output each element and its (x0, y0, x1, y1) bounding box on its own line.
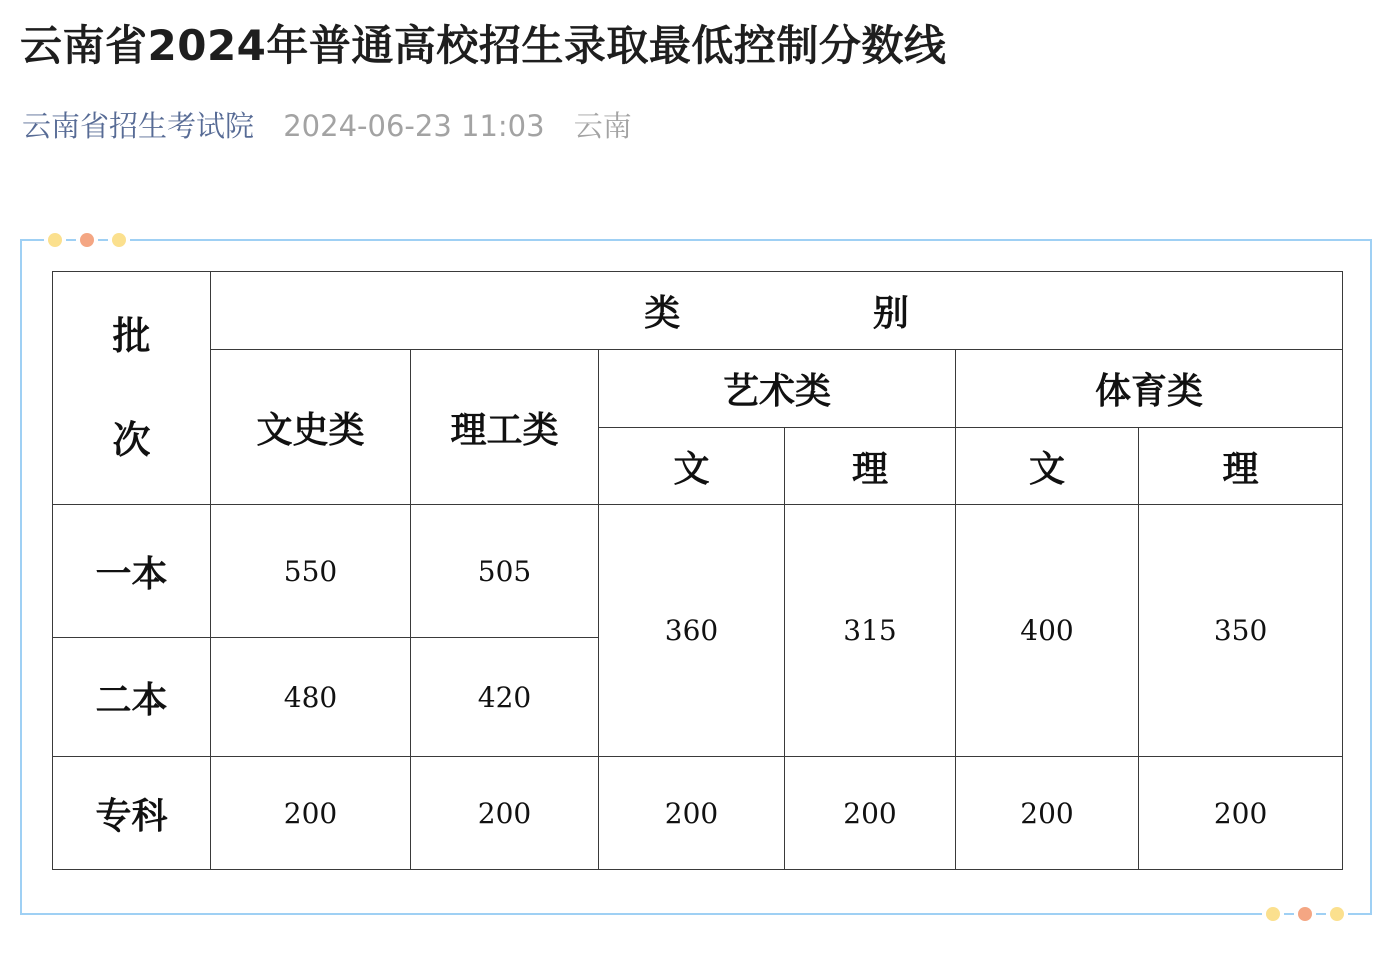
score-cell: 420 (411, 638, 599, 757)
batch-header-char: 次 (112, 418, 151, 462)
ornament-dot (1298, 907, 1312, 921)
header-row-category (53, 272, 1343, 350)
ornament-dash (98, 239, 108, 241)
score-cell: 200 (785, 757, 956, 870)
ornament-dot (80, 233, 94, 247)
score-cell-art-li: 315 (785, 505, 956, 757)
ornament-dash (1316, 913, 1326, 915)
row-label-erben: 二本 (53, 638, 211, 757)
col-header-art: 艺术类 (599, 350, 956, 428)
ornament-dot (1266, 907, 1280, 921)
col-header-sport: 体育类 (956, 350, 1343, 428)
col-header-sport-wen: 文 (956, 428, 1139, 505)
category-header-cell (211, 272, 1343, 350)
row-label-yiben: 一本 (53, 505, 211, 638)
score-cell: 200 (411, 757, 599, 870)
row-label-zhuanke: 专科 (53, 757, 211, 870)
frame-top-ornament (44, 231, 130, 249)
category-header-char: 类 (644, 293, 681, 334)
score-table (52, 271, 1343, 870)
table-row-zhuanke (53, 757, 1343, 870)
score-cell: 550 (211, 505, 411, 638)
score-cell: 200 (599, 757, 785, 870)
col-header-ligong: 理工类 (411, 350, 599, 505)
source-link[interactable]: 云南省招生考试院 (22, 109, 255, 143)
article-meta (22, 106, 632, 146)
ornament-dash (1284, 913, 1294, 915)
ornament-dot (1330, 907, 1344, 921)
score-cell: 200 (211, 757, 411, 870)
col-header-wenshi: 文史类 (211, 350, 411, 505)
batch-header-char: 批 (112, 314, 151, 358)
ornament-dash (66, 239, 76, 241)
ornament-dot (112, 233, 126, 247)
score-cell: 200 (956, 757, 1139, 870)
region-label: 云南 (573, 109, 632, 143)
score-cell: 200 (1139, 757, 1343, 870)
score-cell: 480 (211, 638, 411, 757)
publish-time: 2024-06-23 11:03 (283, 109, 545, 143)
frame-bottom-ornament (1262, 905, 1348, 923)
batch-header-cell (53, 272, 211, 505)
col-header-sport-li: 理 (1139, 428, 1343, 505)
ornament-dot (48, 233, 62, 247)
score-cell-sport-wen: 400 (956, 505, 1139, 757)
score-cell: 505 (411, 505, 599, 638)
table-row-yiben (53, 505, 1343, 638)
score-cell-art-wen: 360 (599, 505, 785, 757)
col-header-art-wen: 文 (599, 428, 785, 505)
score-cell-sport-li: 350 (1139, 505, 1343, 757)
header-row-type (53, 350, 1343, 428)
col-header-art-li: 理 (785, 428, 956, 505)
category-header-char: 别 (872, 293, 909, 334)
article-title: 云南省2024年普通高校招生录取最低控制分数线 (20, 21, 947, 70)
